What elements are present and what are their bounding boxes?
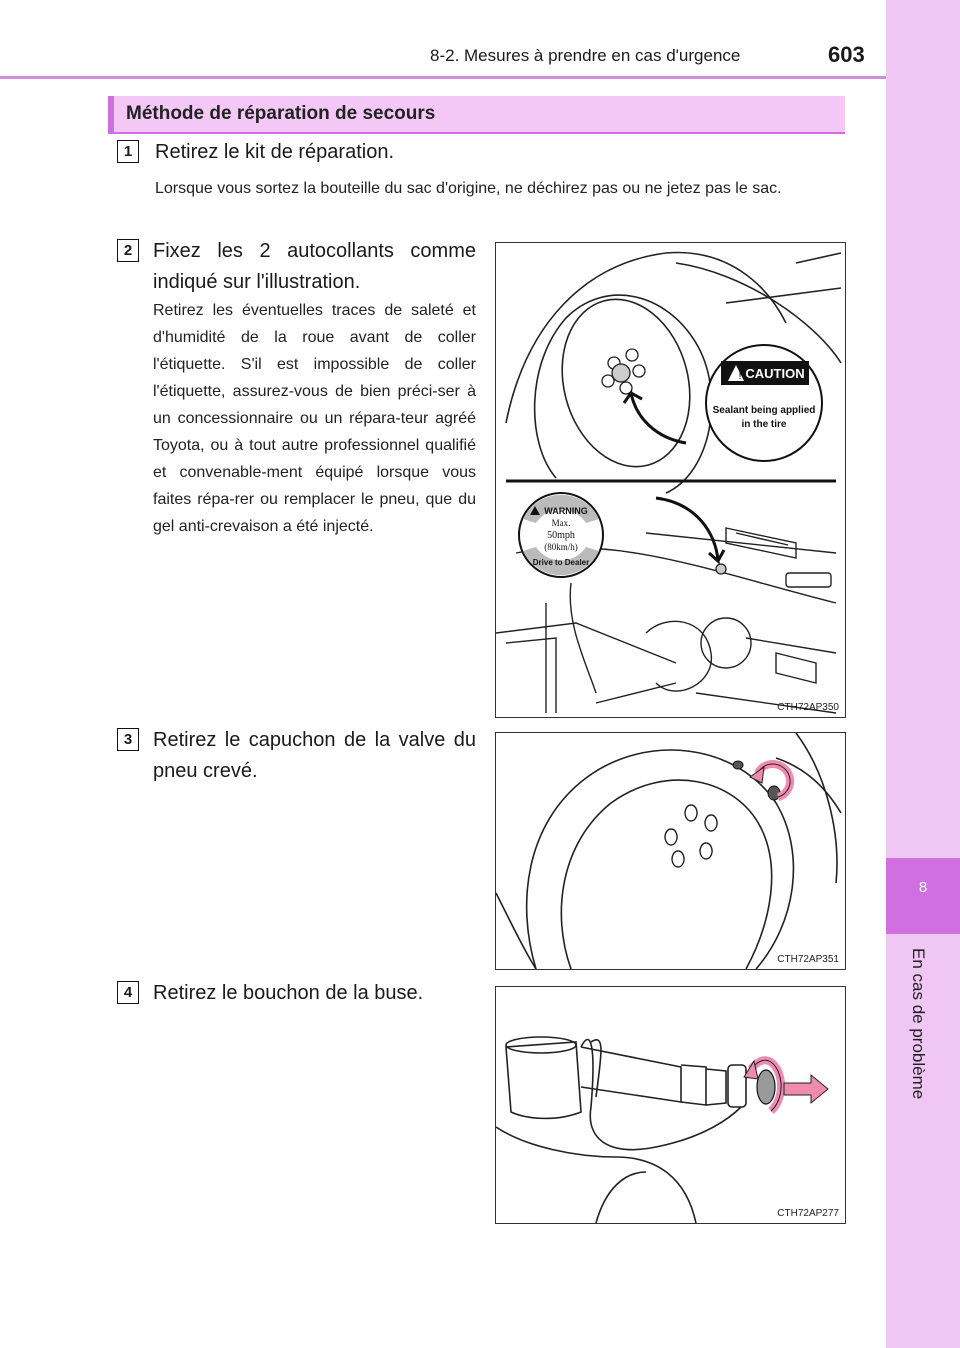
page-number: 603 — [828, 42, 865, 67]
nozzle-illustration — [496, 987, 845, 1223]
warning-bottom: Drive to Dealer — [532, 558, 590, 567]
figure-code: CTH72AP350 — [777, 702, 839, 713]
warning-max: Max. — [551, 518, 571, 528]
caution-text-2: in the tire — [741, 419, 787, 430]
figure-code: CTH72AP277 — [777, 1208, 839, 1219]
caution-sticker — [706, 345, 822, 461]
caution-text-1: Sealant being applied — [712, 405, 816, 416]
figure-stickers — [495, 242, 846, 718]
step-title-1: Retirez le kit de réparation. — [155, 141, 395, 163]
running-header: 8-2. Mesures à prendre en cas d'urgence — [430, 46, 741, 65]
warning-sticker — [519, 493, 603, 577]
warning-speed-mph: 50mph — [547, 530, 575, 541]
stickers-illustration — [496, 243, 845, 717]
header-rule — [0, 76, 886, 79]
step-number-4: 4 — [117, 981, 139, 1004]
chapter-label-tab — [886, 934, 960, 1348]
step-number-2: 2 — [117, 239, 139, 262]
section-title: Méthode de réparation de secours — [126, 103, 436, 124]
warning-speed-kmh: (80km/h) — [544, 542, 578, 552]
step-title-2: Fixez les 2 autocollants comme indiqué sur l'illustration. — [153, 240, 476, 293]
warning-label: WARNING — [544, 506, 588, 516]
chapter-number: 8 — [918, 879, 928, 896]
figure-nozzle-cap — [495, 986, 846, 1224]
step-text-1: Lorsque vous sortez la bouteille du sac d'origine, ne déchirez pas ou ne jetez pas le sac. — [155, 180, 782, 197]
step-title-3: Retirez le capuchon de la valve du pneu crevé. — [153, 729, 476, 782]
step-number-1: 1 — [117, 140, 139, 163]
side-tab-top — [886, 0, 960, 858]
figure-valve-cap — [495, 732, 846, 970]
chapter-tab[interactable] — [886, 858, 960, 934]
svg-text:!: ! — [738, 370, 742, 382]
step-number-3: 3 — [117, 728, 139, 751]
step-text-2: Retirez les éventuelles traces de saleté et d'humidité de la roue avant de coller l'étiquette. S'il est impossible de coller l'étiquette, assurez-vous de bien préci-ser à un concessionnaire ou un répara-teur agréé Toyota, ou à tout autre professionnel qualifié et convenable-ment équipé lorsque vous faites répa-rer ou remplacer le pneu, que du gel anti-crevaison a été injecté. — [153, 302, 476, 535]
caution-label: CAUTION — [745, 366, 805, 381]
valve-illustration — [496, 733, 845, 969]
chapter-label: En cas de problème — [909, 948, 928, 1100]
step-title-4: Retirez le bouchon de la buse. — [153, 982, 424, 1004]
figure-code: CTH72AP351 — [777, 954, 839, 965]
section-header — [108, 96, 845, 134]
